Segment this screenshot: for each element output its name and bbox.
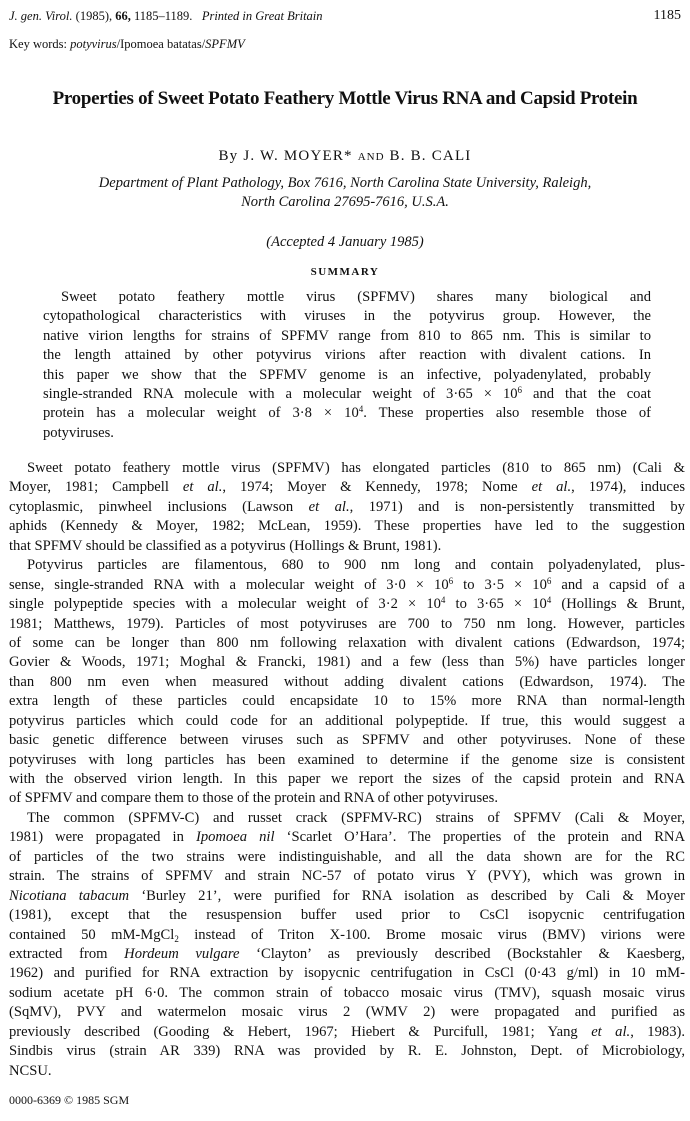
text-run: ‘Scarlet O’Hara’. The properties of the protein and RNA xyxy=(274,829,685,846)
text-run: protein has a molecular weight of 3·8 × 10 xyxy=(43,405,359,422)
keyword: potyvirus xyxy=(70,37,117,51)
text-run: , 1983). xyxy=(630,1023,685,1040)
body-line xyxy=(9,498,685,517)
affiliation-line: Department of Plant Pathology, Box 7616, North Carolina State University, Raleigh, xyxy=(98,175,592,191)
affiliation xyxy=(0,174,690,212)
accepted-date xyxy=(0,232,690,252)
affiliation-line: North Carolina 27695-7616, U.S.A. xyxy=(241,194,449,210)
italic-run: et al. xyxy=(531,479,572,496)
text-run: and a capsid of a xyxy=(551,576,685,593)
summary-line: this paper we show that the SPFMV genome is an infective, polyadenylated, probably xyxy=(43,366,651,383)
body-line: Sweet potato feathery mottle virus (SPFMV) has elongated particles (810 to 865 nm) (Cali & xyxy=(27,460,685,476)
summary-line: potyviruses. xyxy=(43,424,114,441)
body-line: sodium acetate pH 6·0. The common strain of tobacco mosaic virus (TMV), squash mosaic virus xyxy=(9,984,685,1001)
summary-heading: SUMMARY xyxy=(310,266,380,278)
superscript: 6 xyxy=(448,575,454,586)
body-line: strain. The strains of SPFMV and strain NC-57 of potato virus Y (PVY), which was grown in xyxy=(9,868,685,885)
body-line xyxy=(9,945,685,964)
body-line: Sindbis virus (strain AR 339) RNA was provided by R. E. Johnston, Dept. of Microbiology, xyxy=(9,1043,685,1060)
body-line xyxy=(9,595,685,614)
italic-run: Hordeum vulgare xyxy=(124,945,240,962)
text-run: , 1974), induces xyxy=(571,479,685,496)
body-line: potyviruses with long particles has been examined to determine if the genome size is consistent xyxy=(9,751,685,768)
author: J. W. MOYER* xyxy=(243,148,353,164)
text-run: . These properties also resemble those of xyxy=(363,405,651,422)
text-run: ‘Burley 21’, were purified for RNA isolation as described by Cali & Moyer xyxy=(129,887,685,904)
body-line xyxy=(9,478,685,497)
body-line xyxy=(9,828,685,847)
text-run: Moyer, 1981; Campbell xyxy=(9,479,183,496)
summary-abstract xyxy=(43,288,651,443)
accepted-text: (Accepted 4 January 1985) xyxy=(266,234,424,250)
body-line: with the observed virion length. In this paper we report the sizes of the capsid protein and RNA xyxy=(9,771,685,787)
journal-name: J. gen. Virol. xyxy=(9,9,73,23)
body-line: 1962) and purified for RNA extraction by isopycnic centrifugation in CsCl (0·43 g/ml) in 10 mM- xyxy=(9,965,685,982)
body-line: NCSU. xyxy=(9,1062,52,1079)
running-head xyxy=(9,6,681,26)
page-number: 1185 xyxy=(653,8,681,23)
body-line: Potyvirus particles are filamentous, 680 to 900 nm long and contain polyadenylated, plus- xyxy=(27,557,685,574)
body-line: 1981; Matthews, 1979). Particles of most potyviruses are 700 to 750 nm long. However, particles xyxy=(9,615,685,632)
text-run: to 3·65 × 10 xyxy=(445,596,547,613)
article-title: Properties of Sweet Potato Feathery Mottle Virus RNA and Capsid Protein xyxy=(52,88,638,109)
journal-year: (1985), xyxy=(75,9,113,23)
keyword: Ipomoea batatas xyxy=(120,37,202,51)
body-line xyxy=(9,926,685,945)
superscript: 4 xyxy=(440,595,446,606)
text-run: cytoplasmic, pinwheel inclusions (Lawson xyxy=(9,498,309,515)
keyword: SPFMV xyxy=(205,37,245,51)
text-run: ‘Clayton’ as previously described (Bockstahler & Kaesberg, xyxy=(239,945,685,962)
summary-line: cytopathological characteristics with viruses in the potyvirus group. However, the xyxy=(43,308,651,325)
superscript: 6 xyxy=(517,384,523,395)
byline xyxy=(0,146,690,167)
author: B. B. CALI xyxy=(389,148,472,164)
body-line: of some can be longer than 800 nm following relaxation with divalent cations (Edwardson, 1974; xyxy=(9,634,685,651)
body-line: that SPFMV should be classified as a potyvirus (Hollings & Brunt, 1981). xyxy=(9,537,442,554)
subscript: 2 xyxy=(174,933,179,944)
italic-run: et al. xyxy=(591,1023,631,1040)
italic-run: et al. xyxy=(308,498,350,515)
body-line: potyvirus particles which could code for an additional polypeptide. If true, this would suggest a xyxy=(9,712,685,729)
body-line: (1981), except that the resuspension buffer used prior to CsCl isopycnic centrifugation xyxy=(9,907,685,924)
body-line xyxy=(9,887,685,906)
text-run: to 3·5 × 10 xyxy=(453,576,547,593)
printed-note: Printed in Great Britain xyxy=(201,9,323,23)
text-run: and that the coat xyxy=(522,385,651,402)
superscript: 6 xyxy=(546,575,552,586)
summary-line: the length attained by other potyvirus virions after reaction with divalent cations. In xyxy=(43,347,651,364)
text-run: single-stranded RNA molecule with a molecular weight of 3·65 × 10 xyxy=(43,385,518,402)
summary-line xyxy=(43,404,651,423)
copyright-footer: 0000-6369 © 1985 SGM xyxy=(9,1093,130,1107)
body-line: of particles of the two strains were indistinguishable, and all the data shown are for the RC xyxy=(9,848,685,865)
text-run: , 1974; Moyer & Kennedy, 1978; Nome xyxy=(222,479,532,496)
italic-run: et al. xyxy=(182,479,223,496)
body-line: aphids (Kennedy & Moyer, 1982; McLean, 1959). These properties have led to the suggestion xyxy=(9,518,685,535)
body-line: basic genetic difference between viruses such as SPFMV and other potyviruses. None of these xyxy=(9,732,685,749)
keywords-label: Key words: xyxy=(9,37,67,51)
body-line: Govier & Woods, 1971; Moghal & Francki, 1981) and a few (less than 5%) have particles longer xyxy=(9,654,685,671)
journal-citation xyxy=(9,6,323,26)
body-line xyxy=(9,576,685,595)
keyword-separator: / xyxy=(201,37,206,51)
italic-run: Nicotiana tabacum xyxy=(9,887,130,904)
text-run: previously described (Gooding & Hebert, 1967; Hiebert & Purcifull, 1981; Yang xyxy=(9,1023,592,1040)
byline-and: AND xyxy=(357,151,385,163)
text-run: extracted from xyxy=(9,945,125,962)
keywords xyxy=(9,34,245,54)
text-run: contained 50 mM-MgCl xyxy=(9,926,175,943)
summary-line: native virion lengths for strains of SPFMV range from 810 to 865 nm. This is similar to xyxy=(43,327,651,344)
text-run: , 1971) and is non-persistently transmitted by xyxy=(349,498,685,515)
summary-line: Sweet potato feathery mottle virus (SPFMV) shares many biological and xyxy=(61,289,651,305)
body-line xyxy=(9,1023,685,1042)
summary-line xyxy=(43,385,651,404)
body-line: extra length of these particles could encapsidate 10 to 15% more RNA than normal-length xyxy=(9,693,685,710)
text-run: 1981) were propagated in xyxy=(9,829,196,846)
superscript: 4 xyxy=(358,404,364,415)
body-text xyxy=(9,459,685,1081)
journal-volume: 66, xyxy=(115,9,131,23)
text-run: instead of Triton X-100. Brome mosaic virus (BMV) virions were xyxy=(178,926,685,943)
journal-pages: 1185–1189. xyxy=(133,9,193,23)
text-run: single polypeptide species with a molecular weight of 3·2 × 10 xyxy=(9,596,441,613)
italic-run: Ipomoea nil xyxy=(195,829,275,846)
byline-by: By xyxy=(218,148,239,164)
body-line: of SPFMV and compare them to those of the protein and RNA of other potyviruses. xyxy=(9,790,498,807)
superscript: 4 xyxy=(546,595,552,606)
body-line: The common (SPFMV-C) and russet crack (SPFMV-RC) strains of SPFMV (Cali & Moyer, xyxy=(27,809,685,826)
body-line: (SqMV), PVY and watermelon mosaic virus 2 (WMV 2) were propagated and purified as xyxy=(9,1004,685,1021)
text-run: (Hollings & Brunt, xyxy=(551,596,685,613)
text-run: sense, single-stranded RNA with a molecular weight of 3·0 × 10 xyxy=(9,576,449,593)
keyword-separator: / xyxy=(116,37,121,51)
body-line: than 800 nm even when measured without adding divalent cations (Edwardson, 1974). The xyxy=(9,673,685,690)
